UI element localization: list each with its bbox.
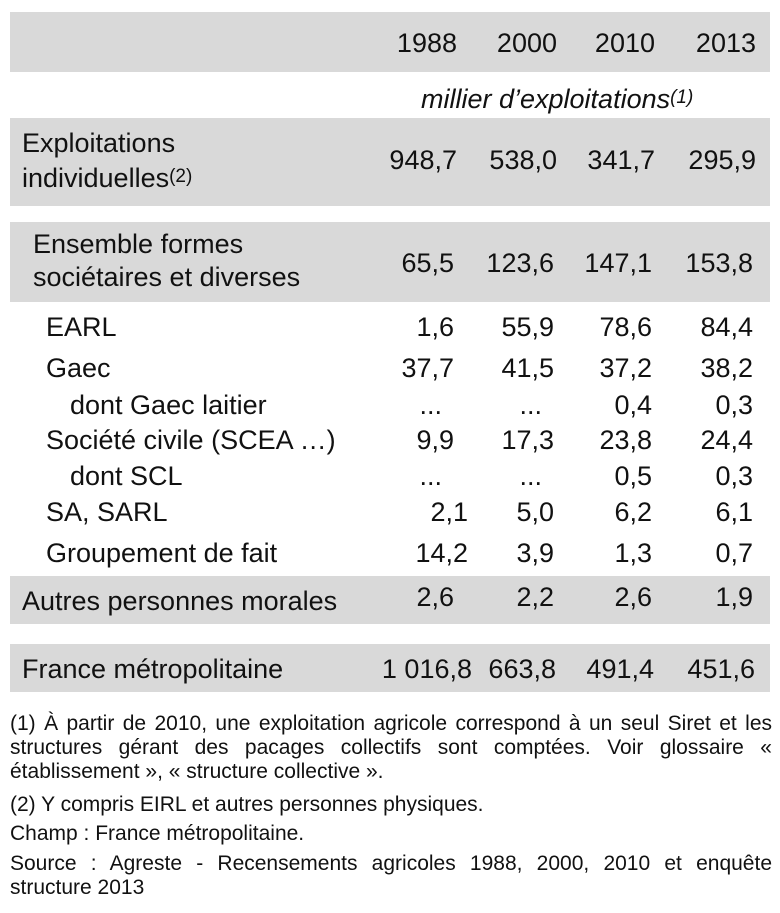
value-2000: 17,3	[501, 425, 554, 455]
row-label-line2: individuelles$^{(2)}$	[22, 163, 193, 193]
value-1988: 2,6	[416, 582, 454, 612]
value-2000: ...	[519, 390, 542, 420]
value-2013: 0,7	[715, 538, 753, 568]
source-note: Source : Agreste - Recensements agricoles 1988, 2000, 2010 et enquête structure 2013	[10, 852, 772, 899]
value-2000: 55,9	[501, 312, 554, 342]
unit-label: millier d’exploitations$^{(1)}$	[421, 84, 694, 114]
value-1988: 1 016,8	[381, 654, 472, 684]
value-2000: 2,2	[516, 582, 554, 612]
value-2013: 6,1	[715, 497, 753, 527]
year-2010: 2010	[594, 28, 655, 58]
year-1988: 1988	[396, 28, 457, 58]
row-label-line1: Ensemble formes	[33, 229, 244, 259]
value-2000: 123,6	[486, 248, 554, 278]
value-1988: ...	[419, 461, 442, 491]
value-2013: 451,6	[687, 654, 755, 684]
row-label: Gaec	[46, 353, 111, 383]
value-2010: 0,5	[614, 461, 652, 491]
footnote-1: (1) À partir de 2010, une exploitation agricole correspond à un seul Siret et les structures gérant des pacages collectifs sont comptées. Voir glossaire « établissement », « structure collective ».	[10, 712, 772, 783]
value-1988: 1,6	[416, 312, 454, 342]
value-2010: 341,7	[587, 145, 655, 175]
row-label: France métropolitaine	[22, 654, 284, 684]
value-2010: 78,6	[599, 312, 652, 342]
value-2013: 295,9	[688, 145, 756, 175]
value-2000: 663,8	[488, 654, 556, 684]
note-ref-2: (2)	[169, 166, 193, 187]
value-1988: 2,1	[430, 497, 468, 527]
row-label: Société civile (SCEA …)	[46, 425, 336, 455]
value-2013: 0,3	[715, 461, 753, 491]
value-2010: 491,4	[586, 654, 654, 684]
value-2010: 1,3	[614, 538, 652, 568]
value-2000: ...	[519, 461, 542, 491]
value-1988: 37,7	[401, 353, 454, 383]
value-2013: 0,3	[715, 390, 753, 420]
value-2013: 153,8	[685, 248, 753, 278]
row-label-line2: sociétaires et diverses	[33, 262, 301, 292]
year-2000: 2000	[496, 28, 557, 58]
value-2013: 38,2	[700, 353, 753, 383]
footnote-2: (2) Y compris EIRL et autres personnes physiques.	[10, 793, 484, 816]
value-2000: 538,0	[489, 145, 557, 175]
value-2010: 147,1	[584, 248, 652, 278]
year-2013: 2013	[695, 28, 756, 58]
value-1988: 14,2	[415, 538, 468, 568]
value-2010: 2,6	[614, 582, 652, 612]
row-label: dont SCL	[70, 461, 183, 491]
value-2010: 6,2	[614, 497, 652, 527]
value-2000: 3,9	[516, 538, 554, 568]
row-label: SA, SARL	[46, 497, 168, 527]
value-2013: 1,9	[715, 582, 753, 612]
value-1988: ...	[419, 390, 442, 420]
value-2013: 84,4	[700, 312, 753, 342]
row-label: Autres personnes morales	[22, 586, 338, 616]
value-2013: 24,4	[700, 425, 753, 455]
value-2000: 41,5	[501, 353, 554, 383]
value-2010: 23,8	[599, 425, 652, 455]
value-1988: 65,5	[401, 248, 454, 278]
unit-note-ref: (1)	[670, 87, 694, 108]
champ-note: Champ : France métropolitaine.	[10, 822, 305, 845]
row-label: EARL	[46, 312, 117, 342]
value-2010: 0,4	[614, 390, 652, 420]
row-label: dont Gaec laitier	[70, 390, 267, 420]
row-label-line1: Exploitations	[22, 128, 176, 158]
value-2010: 37,2	[599, 353, 652, 383]
value-1988: 948,7	[389, 145, 457, 175]
row-label: Groupement de fait	[46, 538, 278, 568]
value-2000: 5,0	[516, 497, 554, 527]
value-1988: 9,9	[416, 425, 454, 455]
